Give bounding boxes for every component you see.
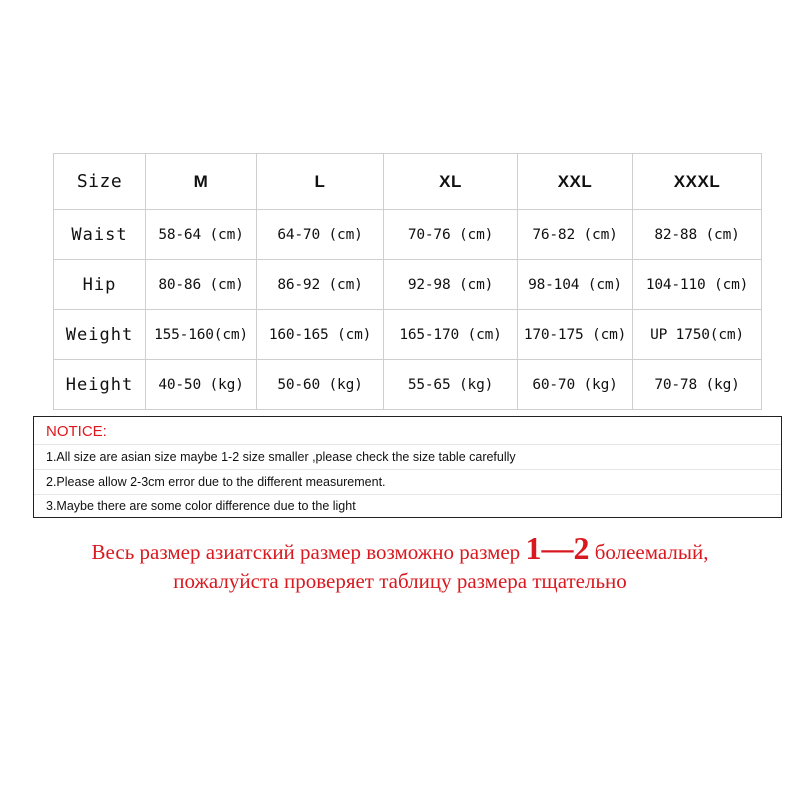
- notice-line-3: 3.Maybe there are some color difference due to the light: [46, 499, 356, 513]
- table-cell: 92-98 (cm): [384, 260, 518, 310]
- row-label-height: Height: [54, 360, 146, 410]
- size-header-xxxl: XXXL: [633, 154, 762, 210]
- table-cell: 60-70 (kg): [518, 360, 633, 410]
- row-label-waist: Waist: [54, 210, 146, 260]
- size-header-xl: XL: [384, 154, 518, 210]
- table-cell: 70-76 (cm): [384, 210, 518, 260]
- warning-size-emphasis: 1—2: [525, 530, 590, 566]
- table-cell: 80-86 (cm): [146, 260, 257, 310]
- warning-line-1-end: болеемалый,: [594, 540, 709, 564]
- size-header-label: Size: [54, 154, 146, 210]
- size-header-xxl: XXL: [518, 154, 633, 210]
- size-header-row: [54, 154, 762, 210]
- table-cell: 50-60 (kg): [257, 360, 384, 410]
- table-cell: 86-92 (cm): [257, 260, 384, 310]
- notice-box: [33, 416, 782, 518]
- table-cell: 40-50 (kg): [146, 360, 257, 410]
- size-header-l: L: [257, 154, 384, 210]
- table-cell: 160-165 (cm): [257, 310, 384, 360]
- weight-row: [54, 310, 762, 360]
- table-cell: 82-88 (cm): [633, 210, 762, 260]
- table-cell: 98-104 (cm): [518, 260, 633, 310]
- notice-line-1: 1.All size are asian size maybe 1-2 size smaller ,please check the size table carefully: [46, 450, 516, 464]
- table-cell: 104-110 (cm): [633, 260, 762, 310]
- table-cell: 58-64 (cm): [146, 210, 257, 260]
- size-chart-table: [53, 153, 762, 410]
- table-cell: 55-65 (kg): [384, 360, 518, 410]
- notice-title: NOTICE:: [46, 423, 107, 440]
- table-cell: 170-175 (cm): [518, 310, 633, 360]
- table-cell: UP 1750(cm): [633, 310, 762, 360]
- height-row: [54, 360, 762, 410]
- size-header-m: M: [146, 154, 257, 210]
- row-label-weight: Weight: [54, 310, 146, 360]
- table-cell: 165-170 (cm): [384, 310, 518, 360]
- table-cell: 64-70 (cm): [257, 210, 384, 260]
- warning-line-1-start: Весь размер азиатский размер возможно размер: [91, 540, 521, 564]
- waist-row: [54, 210, 762, 260]
- russian-size-warning: [0, 530, 800, 596]
- warning-line-2: пожалуйста проверяет таблицу размера тщательно: [173, 569, 627, 593]
- table-cell: 76-82 (cm): [518, 210, 633, 260]
- warning-line-1: [0, 530, 800, 567]
- row-label-hip: Hip: [54, 260, 146, 310]
- hip-row: [54, 260, 762, 310]
- table-cell: 155-160(cm): [146, 310, 257, 360]
- table-cell: 70-78 (kg): [633, 360, 762, 410]
- notice-line-2: 2.Please allow 2-3cm error due to the different measurement.: [46, 475, 386, 489]
